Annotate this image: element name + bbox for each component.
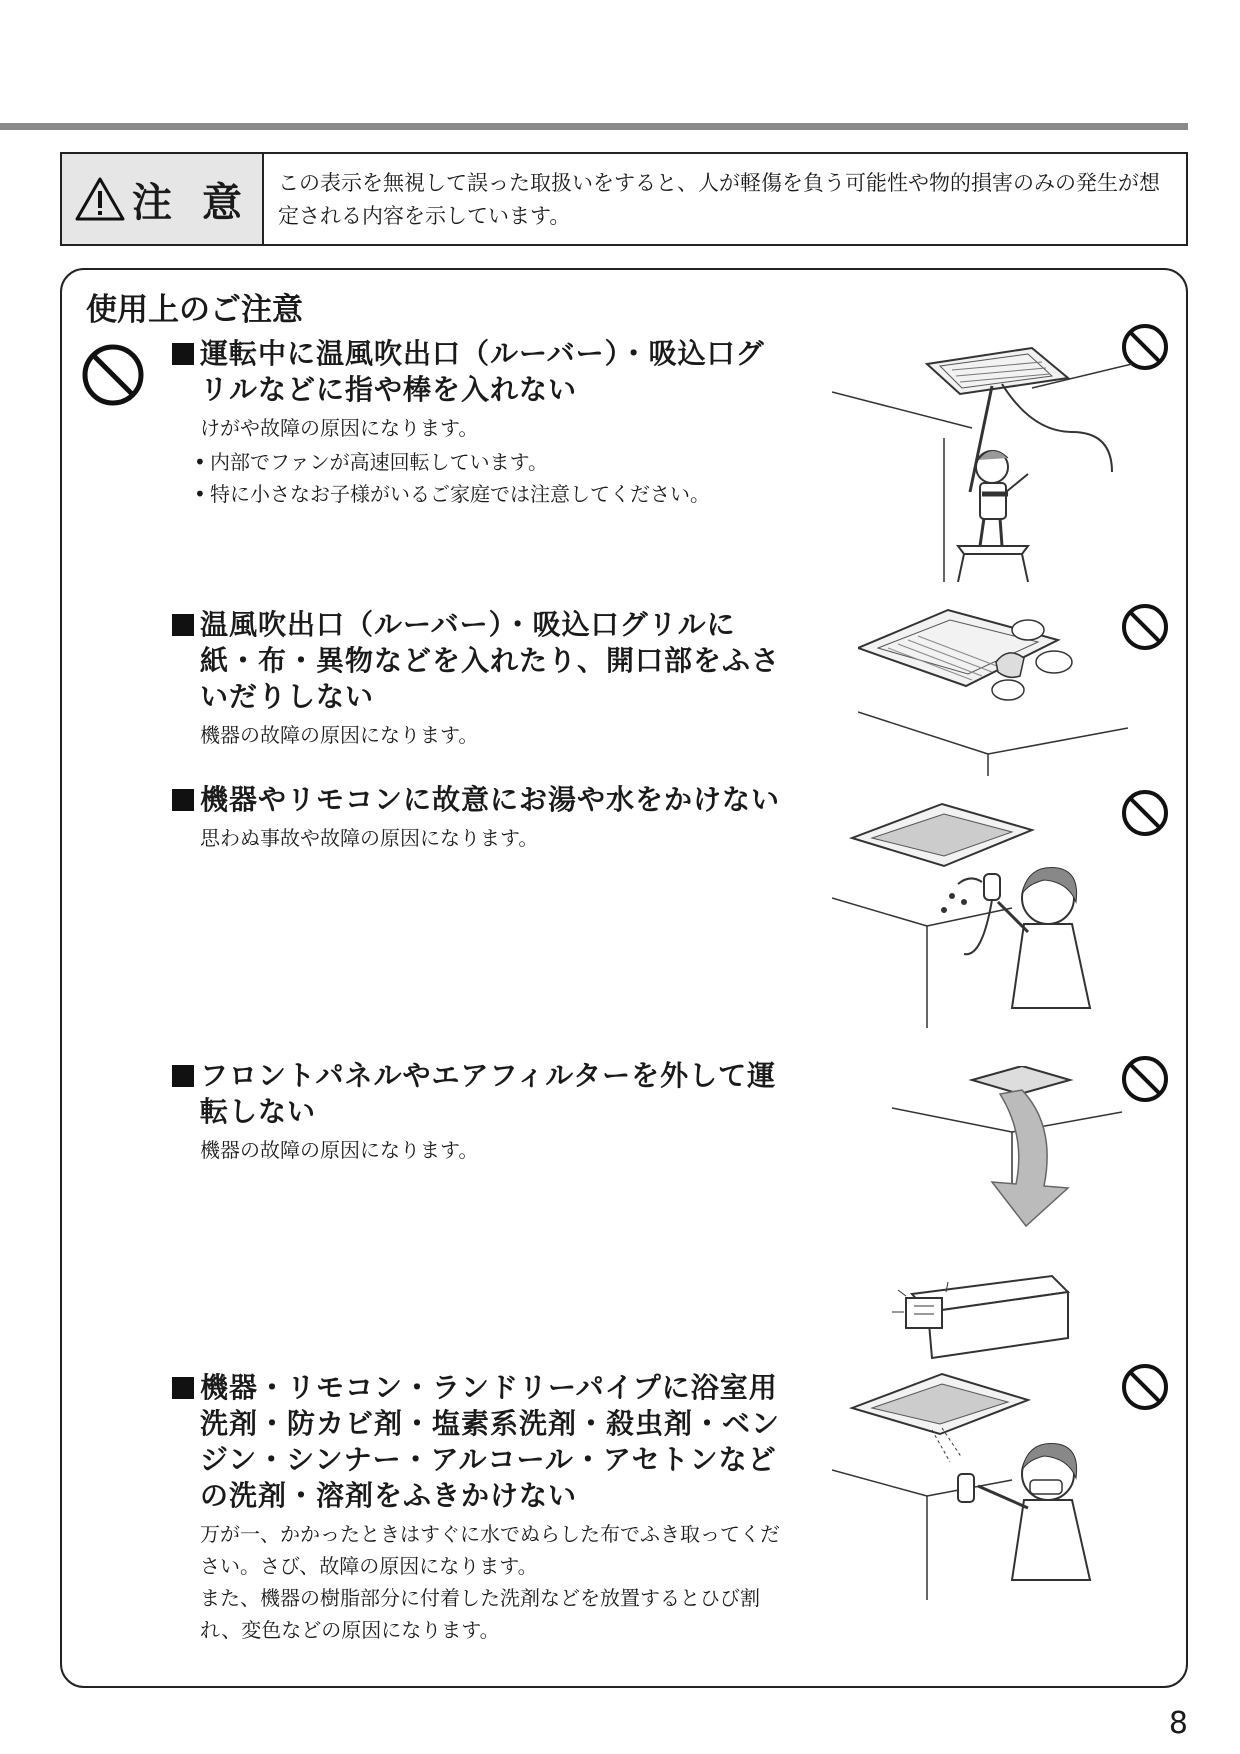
precaution-item-4 bbox=[172, 1058, 792, 1166]
usage-precautions-panel bbox=[60, 268, 1188, 1688]
caution-box bbox=[60, 152, 1188, 246]
precaution-item-3 bbox=[172, 782, 792, 854]
item-description: けがや故障の原因になります。 bbox=[200, 416, 479, 440]
child-stick-illustration bbox=[832, 342, 1132, 582]
caution-description: この表示を無視して誤った取扱いをすると、人が軽傷を負う可能性や物的損害のみの発生が想定される内容を示しています。 bbox=[278, 171, 1160, 228]
square-bullet-icon bbox=[172, 1377, 194, 1399]
precaution-item-1 bbox=[172, 336, 792, 510]
blocked-opening-illustration bbox=[858, 606, 1158, 776]
bullet-item: • 内部でファンが高速回転しています。 bbox=[210, 446, 792, 478]
bullet-item: • 特に小さなお子様がいるご家庭では注意してください。 bbox=[210, 478, 792, 510]
water-spray-illustration bbox=[832, 798, 1152, 1028]
item-description bbox=[172, 1518, 792, 1646]
prohibition-icon bbox=[80, 342, 146, 408]
item-description: 機器の故障の原因になります。 bbox=[200, 1138, 479, 1162]
item-heading: 温風吹出口（ルーバー）・吸込口グリルに紙・布・異物などを入れたり、開口部をふさいだりしない bbox=[172, 607, 792, 715]
item-bullets bbox=[172, 446, 792, 510]
item-description: 思わぬ事故や故障の原因になります。 bbox=[200, 826, 539, 850]
square-bullet-icon bbox=[172, 789, 194, 811]
top-rule bbox=[0, 123, 1188, 130]
detergent-spray-illustration bbox=[832, 1370, 1152, 1600]
item-heading: フロントパネルやエアフィルターを外して運転しない bbox=[172, 1058, 792, 1130]
caution-label bbox=[62, 154, 264, 244]
section-title: 使用上のご注意 bbox=[86, 292, 303, 328]
item-heading: 機器やリモコンに故意にお湯や水をかけない bbox=[172, 782, 792, 818]
filter-removal-illustration bbox=[892, 1066, 1152, 1376]
description-line: また、機器の樹脂部分に付着した洗剤などを放置するとひび割れ、変色などの原因になります。 bbox=[200, 1586, 760, 1642]
item-heading: 機器・リモコン・ランドリーパイプに浴室用洗剤・防カビ剤・塩素系洗剤・殺虫剤・ベンジン・シンナー・アルコール・アセトンなどの洗剤・溶剤をふきかけない bbox=[172, 1370, 792, 1514]
square-bullet-icon bbox=[172, 1065, 194, 1087]
precaution-item-5 bbox=[172, 1370, 792, 1646]
square-bullet-icon bbox=[172, 343, 194, 365]
item-description: 機器の故障の原因になります。 bbox=[200, 723, 479, 747]
square-bullet-icon bbox=[172, 614, 194, 636]
page-number: 8 bbox=[1168, 1706, 1188, 1741]
item-heading: 運転中に温風吹出口（ルーバー）・吸込口グリルなどに指や棒を入れない bbox=[172, 336, 792, 408]
warning-triangle-icon bbox=[74, 176, 126, 222]
caution-label-text: 注 意 bbox=[132, 179, 250, 226]
precaution-item-2 bbox=[172, 607, 792, 751]
description-line: 万が一、かかったときはすぐに水でぬらした布でふき取ってください。さび、故障の原因になります。 bbox=[200, 1522, 780, 1578]
